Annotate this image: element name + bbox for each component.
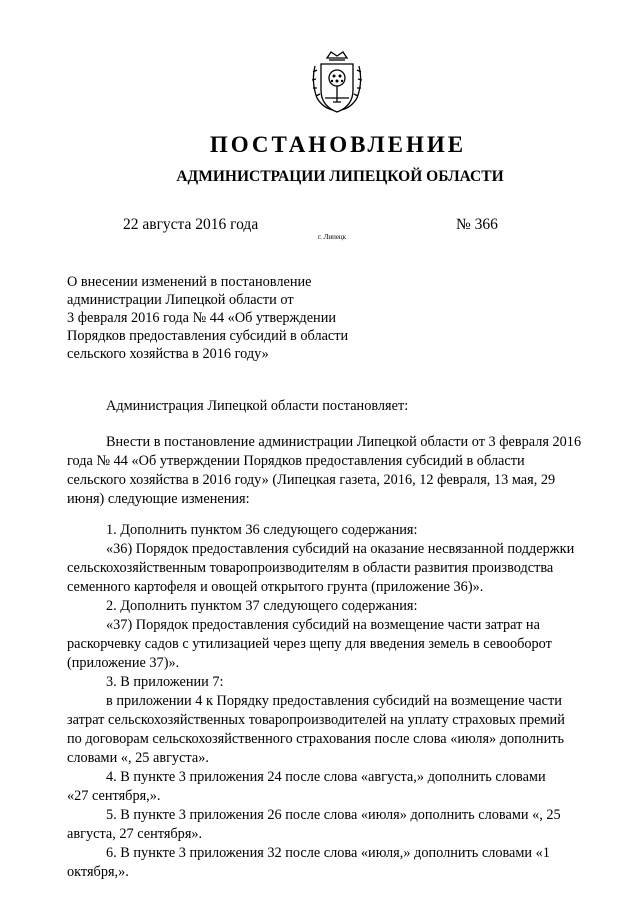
body-line: июня) следующие изменения: <box>67 491 250 507</box>
item-2: 2. Дополнить пунктом 37 следующего содержания: <box>106 598 418 614</box>
intro-paragraph: Администрация Липецкой области постановляет: <box>106 398 409 414</box>
body-line: по договорам сельскохозяйственного страхования после слова «июля» дополнить <box>67 731 564 747</box>
item-6: 6. В пункте 3 приложения 32 после слова «июля,» дополнить словами «1 <box>106 845 550 861</box>
item-3: 3. В приложении 7: <box>106 674 224 690</box>
heading-line: О внесении изменений в постановление <box>67 274 312 290</box>
body-line: «36) Порядок предоставления субсидий на оказание несвязанной поддержки <box>106 541 575 557</box>
document-subtitle: АДМИНИСТРАЦИИ ЛИПЕЦКОЙ ОБЛАСТИ <box>176 168 504 185</box>
body-line: года № 44 «Об утверждении Порядков предоставления субсидий в области <box>67 453 525 469</box>
item-1: 1. Дополнить пунктом 36 следующего содержания: <box>106 522 418 538</box>
body-line: августа, 27 сентября». <box>67 826 203 842</box>
body-line: сельского хозяйства в 2016 году» (Липецкая газета, 2016, 12 февраля, 13 мая, 29 <box>67 472 556 488</box>
heading-line: сельского хозяйства в 2016 году» <box>67 346 269 362</box>
body-line: Внести в постановление администрации Липецкой области от 3 февраля 2016 <box>106 434 582 450</box>
body-line: затрат сельскохозяйственных товаропроизводителей на уплату страховых премий <box>67 712 565 728</box>
heading-line: администрации Липецкой области от <box>67 292 294 308</box>
heading-line: Порядков предоставления субсидий в области <box>67 328 349 344</box>
body-line: (приложение 37)». <box>67 655 180 671</box>
item-5: 5. В пункте 3 приложения 26 после слова «июля» дополнить словами «, 25 <box>106 807 561 823</box>
body-line: октября,». <box>67 864 129 880</box>
body-line: словами «, 25 августа». <box>67 750 209 766</box>
document-heading <box>67 273 348 363</box>
body-line: сельскохозяйственным товаропроизводителям в области развития производства <box>67 560 554 576</box>
heading-line: 3 февраля 2016 года № 44 «Об утверждении <box>67 310 337 326</box>
item-4: 4. В пункте 3 приложения 24 после слова «августа,» дополнить словами <box>106 769 546 785</box>
body-line: семенного картофеля и овощей открытого грунта (приложение 36)». <box>67 579 484 595</box>
document-number: № 366 <box>456 216 498 233</box>
document-city: г. Липецк <box>318 233 347 241</box>
document-title: ПОСТАНОВЛЕНИЕ <box>209 132 467 157</box>
body-line: в приложении 4 к Порядку предоставления субсидий на возмещение части <box>106 693 562 709</box>
body-line: «37) Порядок предоставления субсидий на возмещение части затрат на <box>106 617 540 633</box>
body-line: раскорчевку садов с утилизацией через щепу для введения земель в севооборот <box>67 636 552 652</box>
coat-of-arms-emblem <box>307 48 367 118</box>
document-date: 22 августа 2016 года <box>123 216 259 233</box>
body-line: «27 сентября,». <box>67 788 161 804</box>
